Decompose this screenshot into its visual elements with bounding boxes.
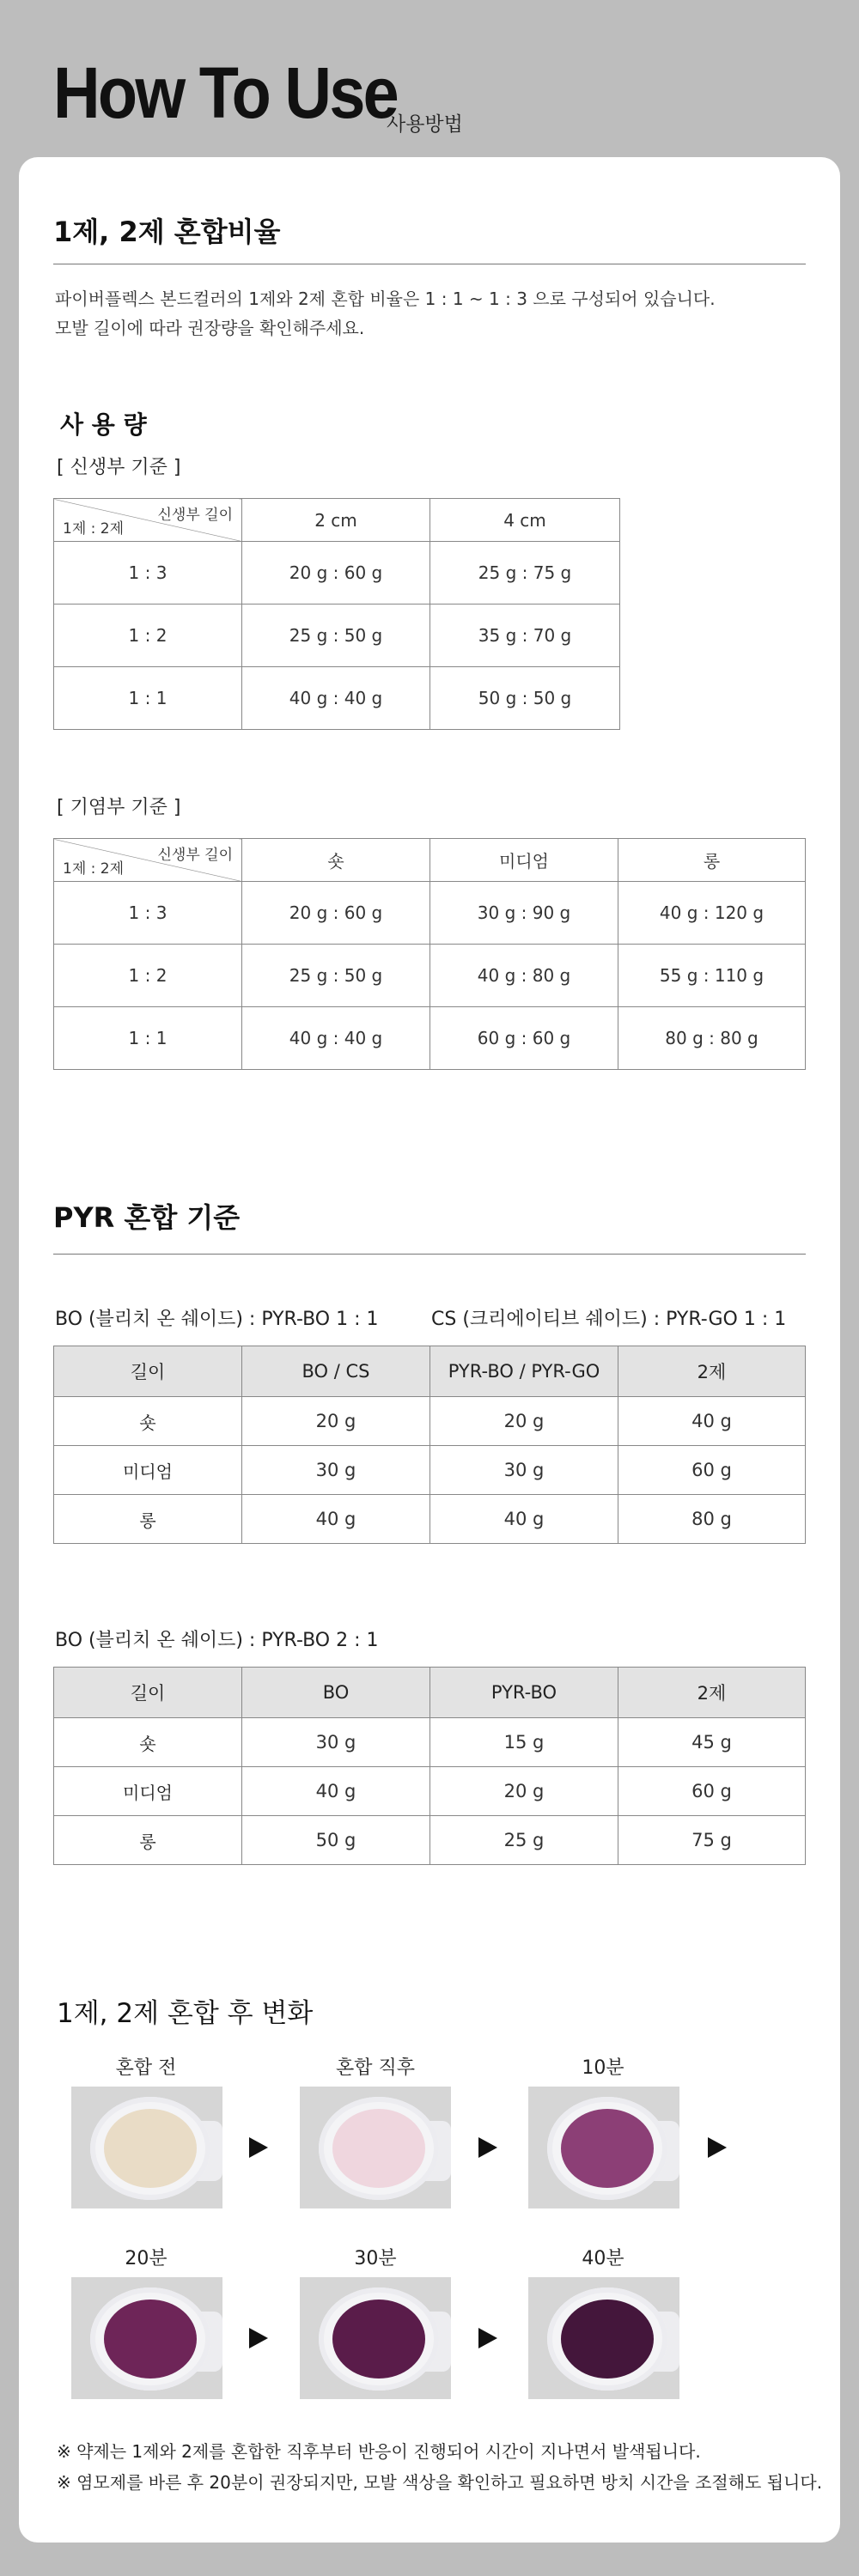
corner-bottom-label: 1제 : 2제: [63, 860, 125, 878]
amount-cell: 60 g : 60 g: [430, 1007, 618, 1070]
arrow-right-icon: [249, 2137, 268, 2158]
amount-cell: 30 g : 90 g: [430, 882, 618, 945]
usage-table1-label: [ 신생부 기준 ]: [57, 457, 181, 478]
column-header: PYR-BO / PYR-GO: [430, 1346, 618, 1397]
arrow-right-icon: [708, 2137, 727, 2158]
length-cell: 미디엄: [54, 1767, 242, 1816]
amount-cell: 60 g: [618, 1767, 806, 1816]
usage-table-existing: [53, 838, 806, 1070]
table-row: [54, 1495, 806, 1544]
amount-cell: 40 g: [242, 1767, 430, 1816]
column-header: 롱: [618, 839, 806, 882]
amount-cell: 40 g : 120 g: [618, 882, 806, 945]
corner-bottom-label: 1제 : 2제: [63, 520, 125, 538]
stage-label: 혼합 직후: [335, 2057, 415, 2079]
mixture-liquid: [332, 2300, 425, 2379]
arrow-right-icon: [478, 2137, 497, 2158]
table-row: [54, 1718, 806, 1767]
usage-section-title: 사 용 량: [60, 410, 147, 439]
pyr-table1-caption-right: CS (크리에이티브 쉐이드) : PYR-GO 1 : 1: [431, 1309, 787, 1330]
amount-cell: 40 g : 80 g: [430, 945, 618, 1007]
column-header: 4 cm: [430, 499, 620, 542]
table-row: [54, 667, 620, 730]
column-header: 길이: [54, 1668, 242, 1718]
mixture-liquid: [332, 2109, 425, 2188]
column-header: 2제: [618, 1346, 806, 1397]
amount-cell: 25 g : 50 g: [242, 945, 430, 1007]
page-title: How To Use: [53, 52, 398, 133]
amount-cell: 25 g : 75 g: [430, 542, 620, 605]
amount-cell: 40 g: [242, 1495, 430, 1544]
mixture-liquid: [561, 2300, 654, 2379]
column-header: BO: [242, 1668, 430, 1718]
amount-cell: 20 g: [430, 1767, 618, 1816]
ratio-cell: 1 : 2: [54, 605, 242, 667]
ratio-cell: 1 : 1: [54, 667, 242, 730]
stage-photo-10min: [528, 2087, 679, 2208]
amount-cell: 40 g: [430, 1495, 618, 1544]
page-subtitle: 사용방법: [387, 113, 463, 136]
stage-photo-20min: [71, 2277, 222, 2399]
ratio-cell: 1 : 2: [54, 945, 242, 1007]
amount-cell: 35 g : 70 g: [430, 605, 620, 667]
length-cell: 숏: [54, 1397, 242, 1446]
amount-cell: 80 g: [618, 1495, 806, 1544]
stage-photo-40min: [528, 2277, 679, 2399]
amount-cell: 30 g: [430, 1446, 618, 1495]
amount-cell: 15 g: [430, 1718, 618, 1767]
pyr-divider: [53, 1254, 806, 1255]
usage-table-new-growth: [53, 498, 620, 730]
amount-cell: 40 g: [618, 1397, 806, 1446]
column-header: 길이: [54, 1346, 242, 1397]
ratio-cell: 1 : 3: [54, 542, 242, 605]
amount-cell: 40 g : 40 g: [242, 667, 430, 730]
amount-cell: 40 g : 40 g: [242, 1007, 430, 1070]
column-header: 2 cm: [242, 499, 430, 542]
corner-top-label: 신생부 길이: [157, 847, 233, 864]
amount-cell: 80 g : 80 g: [618, 1007, 806, 1070]
amount-cell: 75 g: [618, 1816, 806, 1865]
pyr-table-2-1: [53, 1667, 806, 1865]
table-corner-cell: [54, 499, 242, 542]
stage-photo-30min: [300, 2277, 451, 2399]
table-row: [54, 1007, 806, 1070]
amount-cell: 25 g : 50 g: [242, 605, 430, 667]
table-row: [54, 882, 806, 945]
column-header: 2제: [618, 1668, 806, 1718]
column-header: BO / CS: [242, 1346, 430, 1397]
amount-cell: 20 g: [242, 1397, 430, 1446]
ratio-cell: 1 : 1: [54, 1007, 242, 1070]
usage-table2-label: [ 기염부 기준 ]: [57, 797, 181, 818]
arrow-right-icon: [249, 2328, 268, 2348]
ratio-cell: 1 : 3: [54, 882, 242, 945]
amount-cell: 60 g: [618, 1446, 806, 1495]
stage-photo-immediately: [300, 2087, 451, 2208]
amount-cell: 45 g: [618, 1718, 806, 1767]
table-row: [54, 605, 620, 667]
table-row: [54, 945, 806, 1007]
amount-cell: 25 g: [430, 1816, 618, 1865]
amount-cell: 55 g : 110 g: [618, 945, 806, 1007]
pyr-table1-caption-left: BO (블리치 온 쉐이드) : PYR-BO 1 : 1: [55, 1309, 379, 1330]
column-header: PYR-BO: [430, 1668, 618, 1718]
column-header: 숏: [242, 839, 430, 882]
mixture-liquid: [104, 2109, 197, 2188]
change-section-title: 1제, 2제 혼합 후 변화: [57, 1998, 314, 2029]
ratio-section-title: 1제, 2제 혼합비율: [53, 216, 281, 248]
column-header: 미디엄: [430, 839, 618, 882]
pyr-table-1-1: [53, 1346, 806, 1544]
amount-cell: 20 g: [430, 1397, 618, 1446]
ratio-description-1: 파이버플렉스 본드컬러의 1제와 2제 혼합 비율은 1 : 1 ~ 1 : 3 으로 구성되어 있습니다.: [55, 289, 716, 309]
stage-label: 혼합 전: [115, 2057, 177, 2079]
content-card: [19, 157, 840, 2543]
amount-cell: 30 g: [242, 1718, 430, 1767]
length-cell: 숏: [54, 1718, 242, 1767]
amount-cell: 50 g : 50 g: [430, 667, 620, 730]
stage-label: 40분: [582, 2248, 624, 2269]
corner-top-label: 신생부 길이: [157, 507, 233, 524]
table-row: [54, 1397, 806, 1446]
arrow-right-icon: [478, 2328, 497, 2348]
pyr-section-title: PYR 혼합 기준: [53, 1201, 241, 1234]
table-row: [54, 1816, 806, 1865]
length-cell: 롱: [54, 1495, 242, 1544]
table-row: [54, 1446, 806, 1495]
note-processing-time: ※ 염모제를 바른 후 20분이 권장되지만, 모발 색상을 확인하고 필요하면 방치 시간을 조절해도 됩니다.: [57, 2472, 823, 2493]
amount-cell: 30 g: [242, 1446, 430, 1495]
ratio-description-2: 모발 길이에 따라 권장량을 확인해주세요.: [55, 318, 365, 338]
mixture-liquid: [561, 2109, 654, 2188]
length-cell: 롱: [54, 1816, 242, 1865]
length-cell: 미디엄: [54, 1446, 242, 1495]
note-reaction: ※ 약제는 1제와 2제를 혼합한 직후부터 반응이 진행되어 시간이 지나면서 발색됩니다.: [57, 2441, 701, 2462]
stage-label: 10분: [582, 2057, 624, 2079]
table-row: [54, 542, 620, 605]
table-row: [54, 1767, 806, 1816]
mixture-liquid: [104, 2300, 197, 2379]
pyr-table2-caption: BO (블리치 온 쉐이드) : PYR-BO 2 : 1: [55, 1630, 379, 1651]
amount-cell: 20 g : 60 g: [242, 882, 430, 945]
stage-label: 30분: [354, 2248, 397, 2269]
amount-cell: 50 g: [242, 1816, 430, 1865]
stage-photo-before: [71, 2087, 222, 2208]
amount-cell: 20 g : 60 g: [242, 542, 430, 605]
stage-label: 20분: [125, 2248, 168, 2269]
table-corner-cell: [54, 839, 242, 882]
